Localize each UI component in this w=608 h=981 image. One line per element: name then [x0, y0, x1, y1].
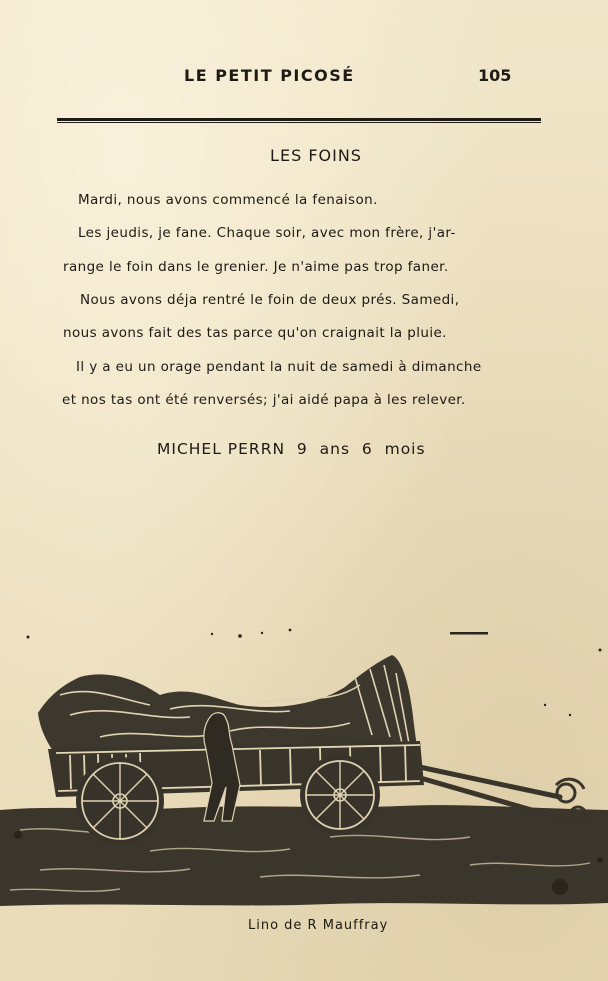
story-line: Nous avons déja rentré le foin de deux prés. Samedi, — [80, 292, 460, 308]
running-head — [0, 66, 608, 92]
story-line: Il y a eu un orage pendant la nuit de samedi à dimanche — [76, 359, 482, 375]
story-line: et nos tas ont été renversés; j'ai aidé papa à les relever. — [62, 392, 466, 408]
story-line: range le foin dans le grenier. Je n'aime pas trop faner. — [63, 259, 449, 275]
story-title: LES FOINS — [270, 146, 362, 165]
story-line: Les jeudis, je fane. Chaque soir, avec mon frère, j'ar- — [78, 225, 456, 241]
story-line: nous avons fait des tas parce qu'on craignait la pluie. — [63, 325, 447, 341]
illustration-caption: Lino de R Mauffray — [248, 918, 389, 933]
cart-wheel-front — [300, 755, 380, 835]
cart-wheel-rear — [76, 757, 164, 845]
story-line: Mardi, nous avons commencé la fenaison. — [78, 192, 378, 208]
page-number: 105 — [478, 66, 512, 85]
journal-title: LE PETIT PICOSÉ — [184, 66, 355, 85]
author-signature: MICHEL PERRN 9 ans 6 mois — [157, 440, 426, 458]
linocut-hay-cart-illustration — [0, 625, 608, 915]
header-rule — [57, 118, 541, 123]
